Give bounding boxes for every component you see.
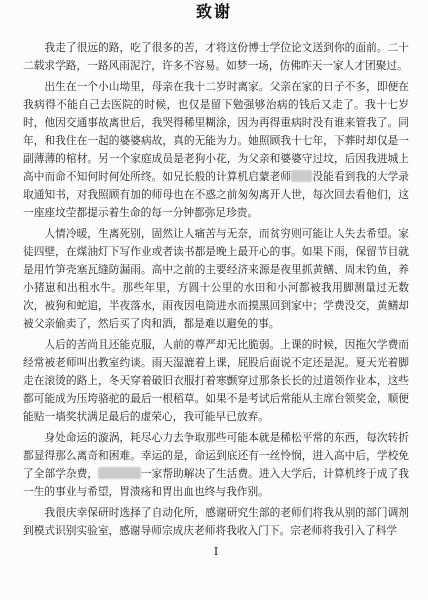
paragraph-4: 人后的苦尚且还能克服，人前的尊严却无比脆弱。上课的时候，因拖欠学费而经常被老师叫出教室约谈。雨天湿漉着上课，屁股后面说不定还是泥。夏天光着脚走在滚烫的路上，冬天穿着破旧衣服打着寒颤穿过那条长长的过道领作业本，这些都可能成为压垮骆驼的最后一根稻草。如果不是考试后常能从主席台领奖金，顺便能贴一墙奖状满足最后的虚荣心，我可能早已放弃。 xyxy=(23,338,409,423)
paragraph-5-text-after: 一家帮助解决了生活费。进入大学后，计算机终于成了我一生的事业与希望，胃溃疡和胃出血也终与我作别。 xyxy=(23,467,409,498)
page-title: 致谢 xyxy=(195,2,232,21)
paragraph-5 xyxy=(23,429,409,501)
redaction-block xyxy=(98,467,141,479)
paragraph-2 xyxy=(23,78,409,222)
page-number: I xyxy=(213,545,219,558)
redaction-block xyxy=(291,170,312,182)
paragraph-6: 我很庆幸保研时选择了自动化所，感谢研究生部的老师们将我从别的部门调剂到模式识别实验室，感谢导师宗成庆老师将我收入门下。宗老师将我引入了科学 xyxy=(23,506,409,537)
acknowledgment-body xyxy=(23,39,409,559)
paragraph-3: 人情冷暖，生离死别，固然让人痛苦与无奈，而贫穷则可能让人失去希望。家徒四壁，在煤油灯下写作业或者读书都是晚上最开心的事。如果下雨，保留节目就是用竹笋壳塞瓦缝防漏雨。高中之前的主要经济来源是夜里抓黄鳝、周末钓鱼，养小猪崽和出租水牛。那些年里，方圆十公里的水田和小河都被我用脚测量过无数次，被狗和蛇追，半夜落水，雨夜因电筒进水而摸黑回到家中；学费没交，黄鳝却被父亲偷卖了，然后买了肉和酒，都是难以避免的事。 xyxy=(23,227,409,330)
paragraph-5-text-before: 身处命运的漩涡，耗尽心力去争取那些可能本就是稀松平常的东西，每次转折都显得那么离奇和困难。幸运的是，命运到底还有一丝怜悯，进入高中后，学校免了全部学杂费， xyxy=(23,431,409,480)
paragraph-1: 我走了很远的路，吃了很多的苦，才将这份博士学位论文送到你的面前。二十二载求学路，一路风雨泥泞，许多不容易。如梦一场，仿佛昨天一家人才团聚过。 xyxy=(23,41,409,72)
paragraph-2-text-before: 出生在一个小山坳里，母亲在我十二岁时离家。父亲在家的日子不多，即便在我病得不能自己去医院的时候，也仅是留下勉强够治病的钱后又走了。我十七岁时，他因交通事故离世后，我哭得稀里糊涂，因为再得重病时没有谁来管我了。同年，和我住在一起的婆婆病故，真的无能为力。她照顾我十七年，下葬时却仅是一副薄薄的棺材。另一个家庭成员是老狗小花，为父亲和婆婆守过坟，后因我进城上高中而命不知何时何处所终。如兄长般的计算机启蒙老师 xyxy=(23,80,409,183)
paragraph-2-text-after: 没能看到我的大学录取通知书，对我照顾有加的师母也在不惑之前匆匆离开人世，每次回去看他们，这一座座坟茔都提示着生命的每一分钟都弥足珍贵。 xyxy=(23,170,409,219)
